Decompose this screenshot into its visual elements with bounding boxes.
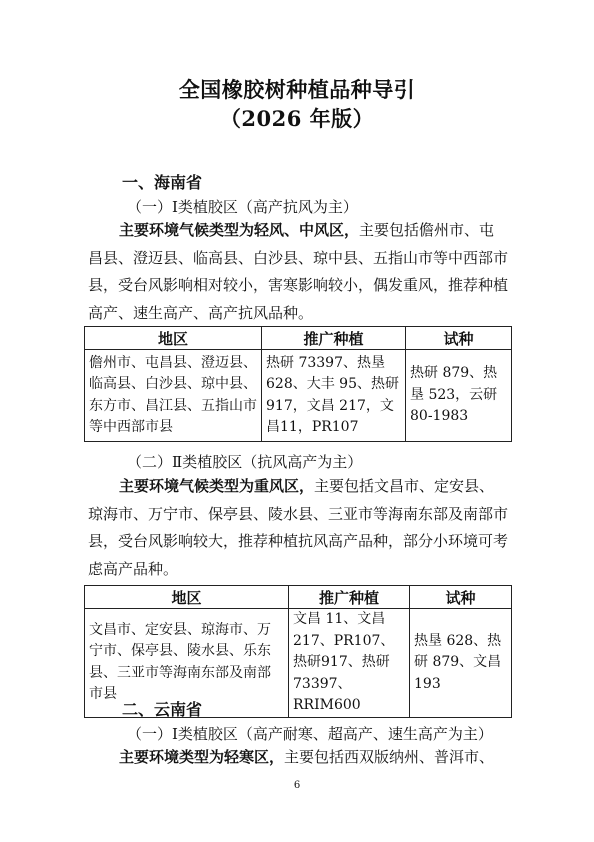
variety-table-hainan-1 bbox=[84, 326, 512, 442]
table-header-trial: 试种 bbox=[410, 586, 512, 609]
table-header-trial: 试种 bbox=[406, 327, 512, 350]
paragraph-hainan-2 bbox=[88, 473, 508, 583]
section-heading-hainan: 一、海南省 bbox=[122, 173, 203, 192]
zone-heading-hainan-2: （二）Ⅱ类植胶区（抗风高产为主） bbox=[127, 453, 363, 471]
page-number: 6 bbox=[293, 780, 301, 791]
zone-heading-yunnan-1: （一）Ⅰ类植胶区（高产耐寒、超高产、速生高产为主） bbox=[127, 725, 493, 743]
table-header-region: 地区 bbox=[85, 586, 289, 609]
table-cell-promoted: 热研 73397、热垦628、大丰 95、热研917，文昌 217，文昌11，PR107 bbox=[262, 350, 406, 442]
table-header-promoted: 推广种植 bbox=[262, 327, 406, 350]
table-cell-promoted: 文昌 11、文昌 217、PR107、热研917、热研 73397、RRIM600 bbox=[289, 609, 410, 718]
section-heading-yunnan: 二、云南省 bbox=[122, 700, 203, 719]
table-cell-trial: 热垦 628、热研 879、文昌193 bbox=[410, 609, 512, 718]
paragraph-bold-lead: 主要环境气候类型为重风区， bbox=[119, 477, 315, 495]
paragraph-bold-lead: 主要环境气候类型为轻风、中风区， bbox=[119, 221, 360, 239]
table-header-region: 地区 bbox=[85, 327, 262, 350]
page-subtitle: （2026 年版） bbox=[219, 106, 375, 131]
table-cell-region: 儋州市、屯昌县、澄迈县、临高县、白沙县、琼中县、东方市、昌江县、五指山市等中西部市县 bbox=[85, 350, 262, 442]
paragraph-hainan-1 bbox=[88, 217, 508, 327]
table-header-promoted: 推广种植 bbox=[289, 586, 410, 609]
page-title: 全国橡胶树种植品种导引 bbox=[178, 77, 416, 102]
paragraph-text: 主要包括文昌市、定安县、琼海市、万宁市、保亭县、陵水县、三亚市等海南东部及南部市县，受台风影响较大，推荐种植抗风高产品种，部分小环境可考虑高产品种。 bbox=[88, 477, 509, 578]
table-cell-trial: 热研 879、热垦 523，云研80-1983 bbox=[406, 350, 512, 442]
paragraph-text: 主要包括西双版纳州、普洱市、 bbox=[284, 748, 495, 766]
table-cell-region: 文昌市、定安县、琼海市、万宁市、保亭县、陵水县、乐东县、三亚市等海南东部及南部市县 bbox=[85, 609, 289, 718]
zone-heading-hainan-1: （一）Ⅰ类植胶区（高产抗风为主） bbox=[127, 198, 358, 216]
paragraph-bold-lead: 主要环境类型为轻寒区， bbox=[119, 748, 285, 766]
paragraph-yunnan-1 bbox=[88, 744, 508, 772]
paragraph-text: 主要包括儋州市、屯昌县、澄迈县、临高县、白沙县、琼中县、五指山市等中西部市县，受台风影响相对较小，害寒影响较小，偶发重风，推荐种植高产、速生高产、高产抗风品种。 bbox=[88, 221, 509, 322]
